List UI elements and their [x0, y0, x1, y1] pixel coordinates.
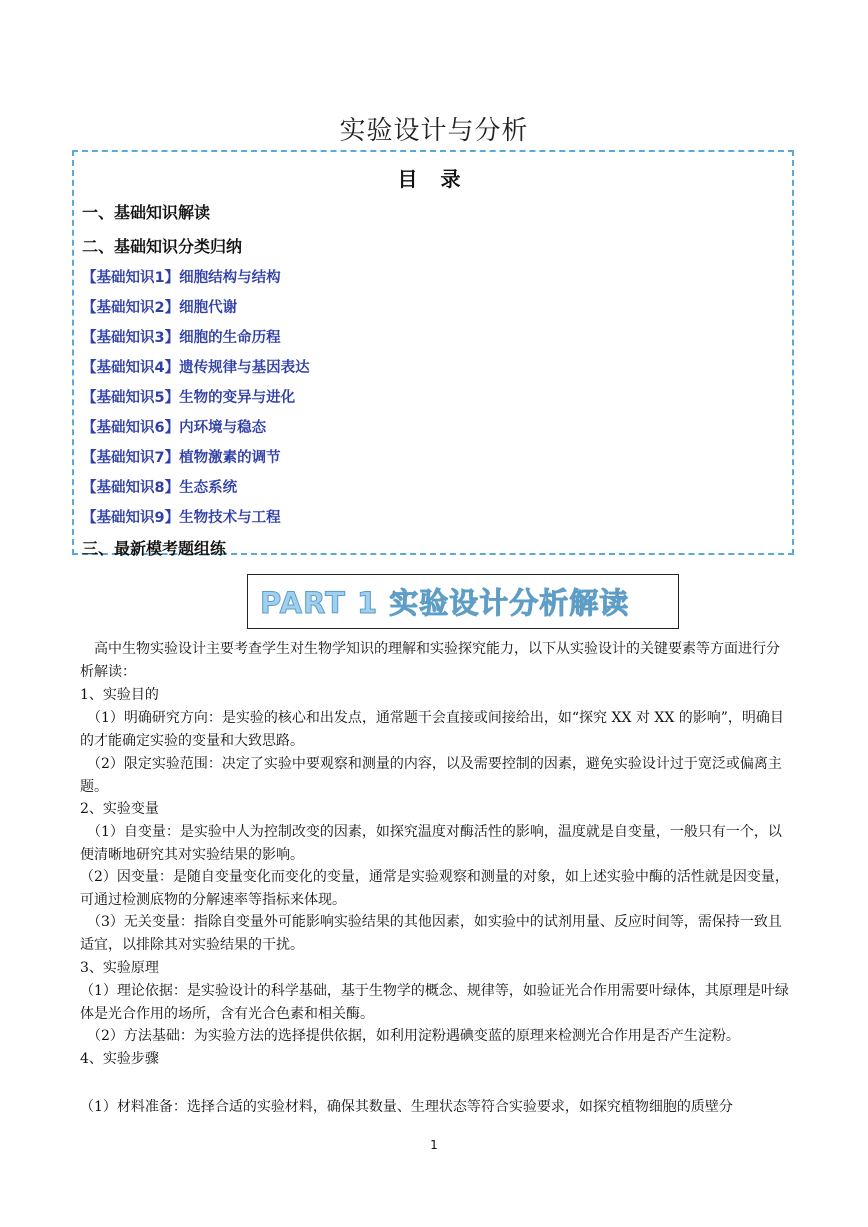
paragraph-principle-1: （1）理论依据：是实验设计的科学基础，基于生物学的概念、规律等，如验证光合作用需要叶绿体，其原理是叶绿体是光合作用的场所，含有光合色素和相关酶。: [80, 983, 789, 1022]
part-banner-text: PART 1 实验设计分析解读: [260, 586, 630, 620]
heading-steps: 4、实验步骤: [80, 1051, 159, 1067]
toc-section-1[interactable]: 一、基础知识解读: [82, 203, 211, 222]
toc-heading: 目 录: [397, 167, 469, 191]
heading-principle: 3、实验原理: [80, 960, 159, 976]
toc-item-8[interactable]: 【基础知识8】生态系统: [82, 480, 238, 496]
paragraph-variable-3: （3）无关变量：指除自变量外可能影响实验结果的其他因素，如实验中的试剂用量、反应时间等，需保持一致且适宜，以排除其对实验结果的干扰。: [80, 914, 782, 953]
heading-purpose: 1、实验目的: [80, 687, 159, 703]
table-of-contents: [72, 150, 794, 558]
paragraph-steps-1: （1）材料准备：选择合适的实验材料，确保其数量、生理状态等符合实验要求，如探究植物细胞的质壁分: [80, 1099, 733, 1115]
toc-item-5[interactable]: 【基础知识5】生物的变异与进化: [82, 390, 296, 406]
toc-section-3[interactable]: 三、最新模考题组练: [82, 539, 227, 558]
toc-item-9[interactable]: 【基础知识9】生物技术与工程: [82, 510, 281, 526]
paragraph-purpose-1: （1）明确研究方向：是实验的核心和出发点，通常题干会直接或间接给出，如“探究 XX 对 XX 的影响”，明确目的才能确定实验的变量和大致思路。: [80, 710, 784, 749]
toc-item-3[interactable]: 【基础知识3】细胞的生命历程: [82, 330, 281, 346]
paragraph-purpose-2: （2）限定实验范围：决定了实验中要观察和测量的内容，以及需要控制的因素，避免实验设计过于宽泛或偏离主题。: [80, 756, 782, 795]
toc-item-1[interactable]: 【基础知识1】细胞结构与结构: [82, 270, 281, 286]
paragraph-variable-1: （1）自变量：是实验中人为控制改变的因素，如探究温度对酶活性的影响，温度就是自变量，一般只有一个，以便清晰地研究其对实验结果的影响。: [80, 824, 782, 863]
paragraph-variable-2: （2）因变量：是随自变量变化而变化的变量，通常是实验观察和测量的对象，如上述实验中酶的活性就是因变量，可通过检测底物的分解速率等指标来体现。: [80, 869, 789, 908]
intro-paragraph: 高中生物实验设计主要考查学生对生物学知识的理解和实验探究能力，以下从实验设计的关键要素等方面进行分析解读：: [80, 641, 780, 680]
toc-item-7[interactable]: 【基础知识7】植物激素的调节: [82, 450, 281, 466]
toc-item-2[interactable]: 【基础知识2】细胞代谢: [82, 300, 238, 316]
toc-item-4[interactable]: 【基础知识4】遗传规律与基因表达: [82, 360, 310, 376]
part-banner: [247, 574, 679, 629]
page-number: 1: [430, 1138, 438, 1152]
page-title: 实验设计与分析: [339, 116, 529, 146]
heading-variables: 2、实验变量: [80, 801, 159, 817]
toc-section-2[interactable]: 二、基础知识分类归纳: [82, 237, 243, 256]
toc-item-6[interactable]: 【基础知识6】内环境与稳态: [82, 420, 267, 436]
paragraph-principle-2: （2）方法基础：为实验方法的选择提供依据，如利用淀粉遇碘变蓝的原理来检测光合作用是否产生淀粉。: [80, 1028, 740, 1044]
